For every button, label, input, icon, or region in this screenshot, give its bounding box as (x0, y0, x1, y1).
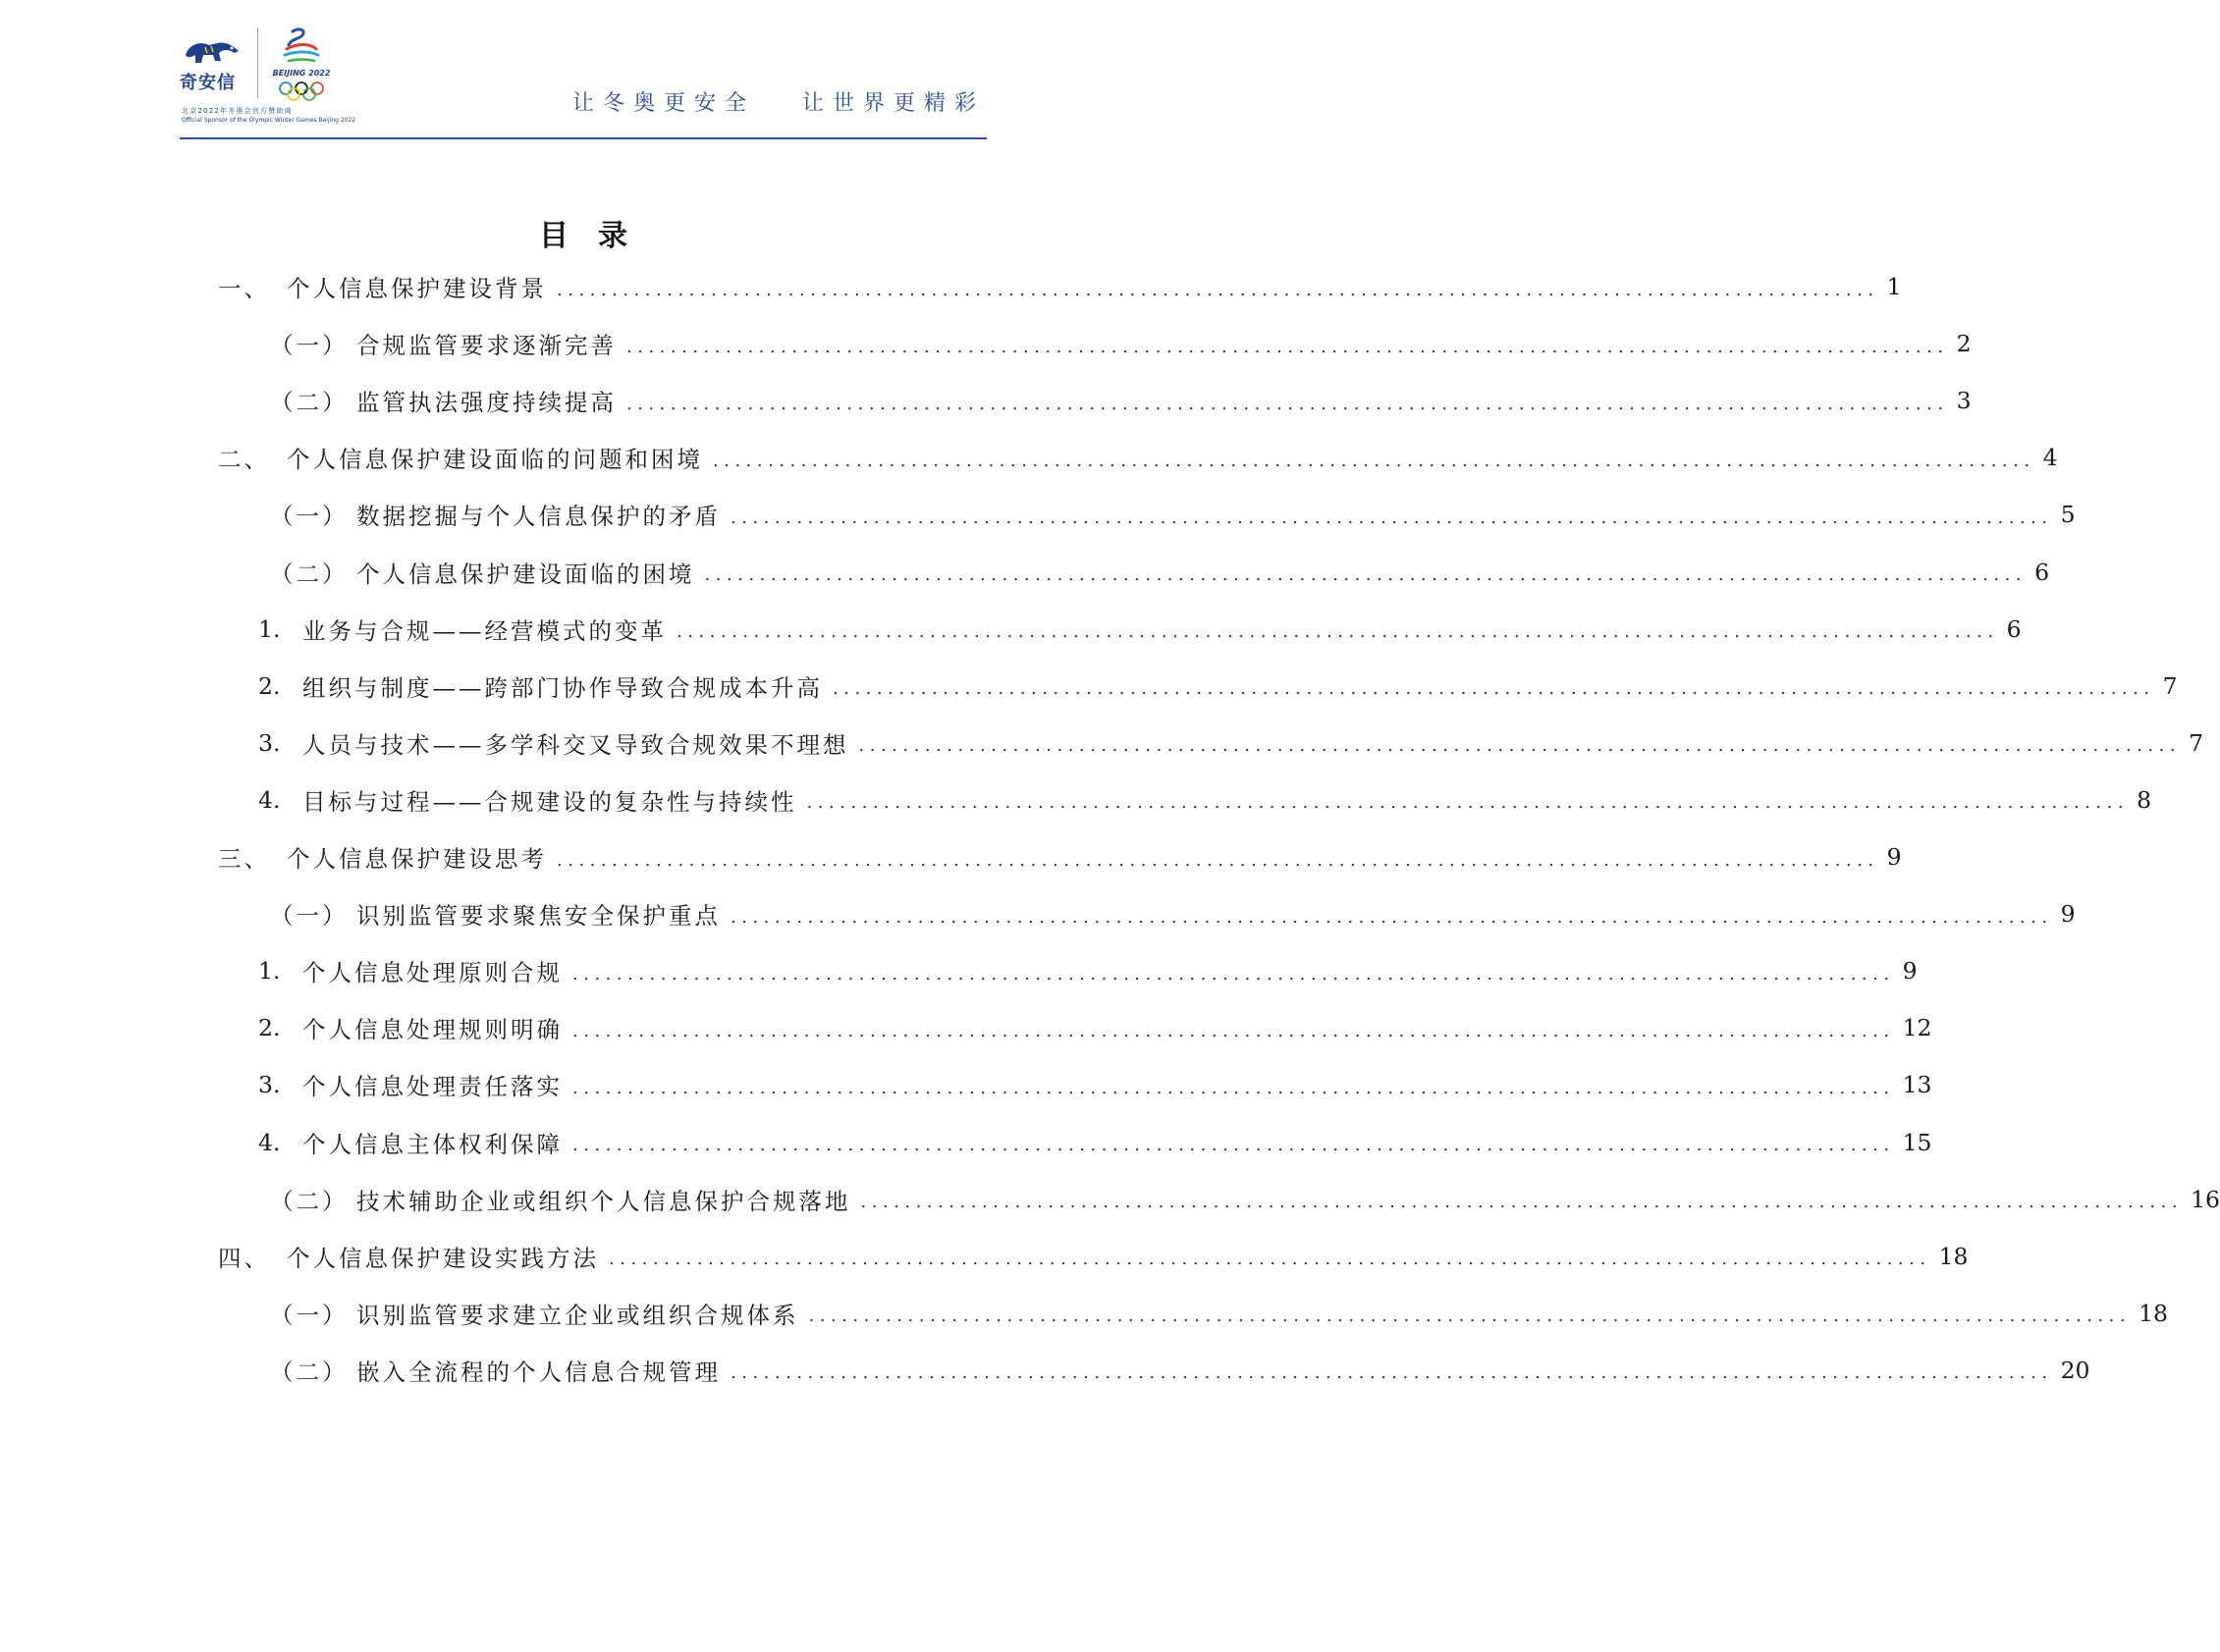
toc-entry[interactable] (270, 324, 1972, 363)
toc-entry[interactable] (258, 610, 2022, 649)
toc-leader-dots: ........................................................................................................................ (572, 963, 1895, 985)
toc-entry[interactable] (218, 1237, 1969, 1276)
toc-leader-dots: ........................................................................................................................ (609, 1249, 1931, 1270)
toc-entry-text: 组织与制度——跨部门协作导致合规成本升高 (302, 673, 823, 702)
toc-page-number: 6 (2006, 614, 2022, 643)
toc-leader-dots: ........................................................................................................................ (808, 1306, 2132, 1327)
toc-page-number: 12 (1902, 1014, 1932, 1042)
olympic-rings-icon (277, 80, 326, 102)
toc-entry-number: 2. (258, 1014, 281, 1042)
toc-entry-label (218, 441, 703, 474)
toc-entry-label (258, 954, 563, 987)
toc-entry-number: （一） (270, 503, 349, 531)
toc-entry-number: （一） (270, 902, 349, 931)
toc-page-number: 20 (2060, 1356, 2090, 1384)
toc-page-number: 13 (1902, 1071, 1932, 1099)
toc-leader-dots: ........................................................................................................................ (713, 450, 2035, 471)
tiger-icon (184, 37, 241, 67)
toc-entry-number: （一） (270, 332, 349, 360)
toc-leader-dots: ........................................................................................................................ (860, 1192, 2184, 1213)
toc-entry-text: 业务与合规——经营模式的变革 (302, 616, 667, 645)
toc-page-number: 9 (1886, 843, 1902, 871)
winter-emblem-icon (267, 26, 336, 69)
toc-leader-dots: ........................................................................................................................ (833, 678, 2155, 700)
toc-leader-dots: ........................................................................................................................ (572, 1020, 1895, 1041)
toc-entry-text: 个人信息保护建设面临的困境 (356, 560, 695, 588)
toc-entry-number: 3. (258, 728, 281, 757)
toc-entry-number: 1. (258, 614, 281, 643)
toc-page-number: 7 (2162, 671, 2178, 700)
toc-page-number: 5 (2060, 501, 2076, 529)
toc-leader-dots: ........................................................................................................................ (731, 906, 2053, 928)
toc-entry-label (270, 327, 617, 360)
toc-leader-dots: ........................................................................................................................ (626, 336, 1949, 357)
toc-leader-dots: ........................................................................................................................ (572, 1077, 1895, 1098)
logo-divider (257, 27, 258, 98)
toc-page-number: 9 (1902, 957, 1918, 986)
beijing-2022-emblem (267, 26, 336, 100)
toc-entry-label (218, 840, 547, 874)
toc-entry-number: 3. (258, 1071, 281, 1099)
toc-entry[interactable] (270, 495, 2076, 534)
toc-entry[interactable] (270, 1180, 2220, 1219)
toc-entry-text: 数据挖掘与个人信息保护的矛盾 (356, 503, 721, 531)
toc-entry-number: （二） (270, 560, 349, 588)
toc-entry-text: 识别监管要求建立企业或组织合规体系 (356, 1301, 799, 1329)
toc-page-number: 18 (2139, 1299, 2169, 1327)
toc-entry[interactable] (270, 1294, 2169, 1333)
toc-entry-label (258, 613, 667, 646)
toc-leader-dots: ........................................................................................................................ (677, 621, 1999, 643)
toc-leader-dots: ........................................................................................................................ (557, 849, 1879, 871)
toc-entry-text: 个人信息处理规则明确 (302, 1016, 563, 1044)
toc-entry-label (270, 1354, 721, 1387)
toc-leader-dots: ........................................................................................................................ (731, 506, 2053, 528)
toc-entry-text: 目标与过程——合规建设的复杂性与持续性 (302, 787, 797, 816)
toc-entry-number: 4. (258, 785, 281, 814)
toc-leader-dots: ........................................................................................................................ (626, 393, 1949, 414)
toc-entry-label (258, 783, 797, 817)
toc-leader-dots: ........................................................................................................................ (704, 564, 2028, 585)
toc-page-number: 4 (2042, 444, 2058, 472)
toc-entry-label (258, 1126, 563, 1159)
toc-entry[interactable] (258, 1065, 1932, 1104)
toc-entry-number: 1. (258, 957, 281, 986)
toc-entry[interactable] (218, 267, 1902, 306)
toc-entry-number: （一） (270, 1301, 349, 1329)
toc-entry-label (258, 726, 849, 760)
qianxin-logo (180, 29, 248, 93)
toc-page-number: 2 (1956, 330, 1972, 358)
toc-entry-text: 嵌入全流程的个人信息合规管理 (356, 1358, 721, 1386)
page-header (0, 0, 1166, 147)
toc-page-number: 3 (1956, 387, 1972, 415)
toc-entry-number: （二） (270, 1358, 349, 1386)
toc-leader-dots: ........................................................................................................................ (572, 1135, 1895, 1155)
toc-entry-label (270, 384, 617, 417)
toc-entry-number: 四、 (218, 1244, 270, 1272)
toc-entry-text: 个人信息处理责任落实 (302, 1073, 563, 1101)
toc-entry-text: 个人信息处理原则合规 (302, 959, 563, 987)
toc-entry-number: 一、 (218, 275, 270, 302)
toc-entry-label (218, 1240, 599, 1273)
toc-entry[interactable] (270, 894, 2076, 933)
toc-entry-label (258, 669, 823, 703)
toc-page-number: 7 (2189, 728, 2204, 757)
toc-entry[interactable] (258, 780, 2152, 820)
toc-entry-text: 技术辅助企业或组织个人信息保护合规落地 (356, 1187, 851, 1215)
toc-entry[interactable] (270, 381, 1972, 420)
toc-page-number: 16 (2191, 1185, 2220, 1213)
toc-entry-text: 个人信息保护建设面临的问题和困境 (287, 446, 703, 474)
toc-leader-dots: ........................................................................................................................ (806, 792, 2130, 814)
toc-entry[interactable] (218, 438, 2058, 477)
toc-entry-label (218, 270, 547, 303)
toc-entry-number: （二） (270, 389, 349, 417)
toc-entry-number: （二） (270, 1187, 349, 1215)
toc-entry-number: 三、 (218, 845, 270, 873)
brand-name: 奇安信 (180, 73, 236, 93)
toc-entry[interactable] (258, 723, 2204, 763)
toc-entry-label (258, 1068, 563, 1101)
toc-entry-label (270, 1183, 851, 1216)
header-slogan: 让冬奥更安全 让世界更精彩 (572, 91, 985, 116)
toc-page-number: 9 (2060, 900, 2076, 929)
toc-entry[interactable] (218, 837, 1902, 877)
toc-entry[interactable] (258, 951, 1918, 990)
toc-entry-text: 识别监管要求聚焦安全保护重点 (356, 902, 721, 931)
toc-entry-number: 4. (258, 1128, 281, 1156)
toc-page-number: 6 (2034, 558, 2050, 586)
toc-entry-number: 二、 (218, 446, 270, 474)
toc-entry-label (270, 556, 695, 589)
toc-entry[interactable] (270, 1351, 2090, 1390)
toc-entry-text: 个人信息保护建设实践方法 (287, 1244, 599, 1272)
toc-leader-dots: ........................................................................................................................ (557, 279, 1879, 300)
toc-entry-text: 个人信息主体权利保障 (302, 1130, 563, 1158)
toc-title: 目录 (539, 219, 657, 253)
sponsor-text-cn: 北京2022年冬奥会官方赞助商 (182, 107, 293, 115)
toc-entry-text: 个人信息保护建设思考 (287, 845, 547, 873)
toc-entry-label (270, 498, 721, 531)
toc-page-number: 8 (2137, 785, 2152, 814)
beijing-2022-wordmark: BEIJING 2022 (272, 69, 331, 78)
toc-page-number: 15 (1902, 1128, 1932, 1156)
sponsor-text-en: Official Sponsor of the Olympic Winter Games Beijing 2022 (182, 117, 356, 124)
toc-entry-number: 2. (258, 671, 281, 700)
header-rule (180, 137, 987, 139)
toc-entry[interactable] (258, 1123, 1932, 1162)
toc-page-number: 18 (1938, 1242, 1969, 1270)
toc-entry-text: 人员与技术——多学科交叉导致合规效果不理想 (302, 730, 849, 759)
toc-leader-dots: ........................................................................................................................ (858, 735, 2182, 757)
toc-page-number: 1 (1886, 273, 1902, 300)
toc-entry-text: 合规监管要求逐渐完善 (356, 332, 617, 360)
toc-entry-label (270, 897, 721, 931)
toc-leader-dots: ........................................................................................................................ (731, 1362, 2053, 1384)
toc-entry[interactable] (258, 1008, 1932, 1047)
toc-entry-label (258, 1011, 563, 1044)
toc-entry[interactable] (270, 553, 2050, 592)
toc-entry[interactable] (258, 666, 2178, 706)
toc-entry-text: 监管执法强度持续提高 (356, 389, 617, 417)
toc-entry-label (270, 1297, 799, 1330)
toc-entry-text: 个人信息保护建设背景 (287, 275, 547, 302)
